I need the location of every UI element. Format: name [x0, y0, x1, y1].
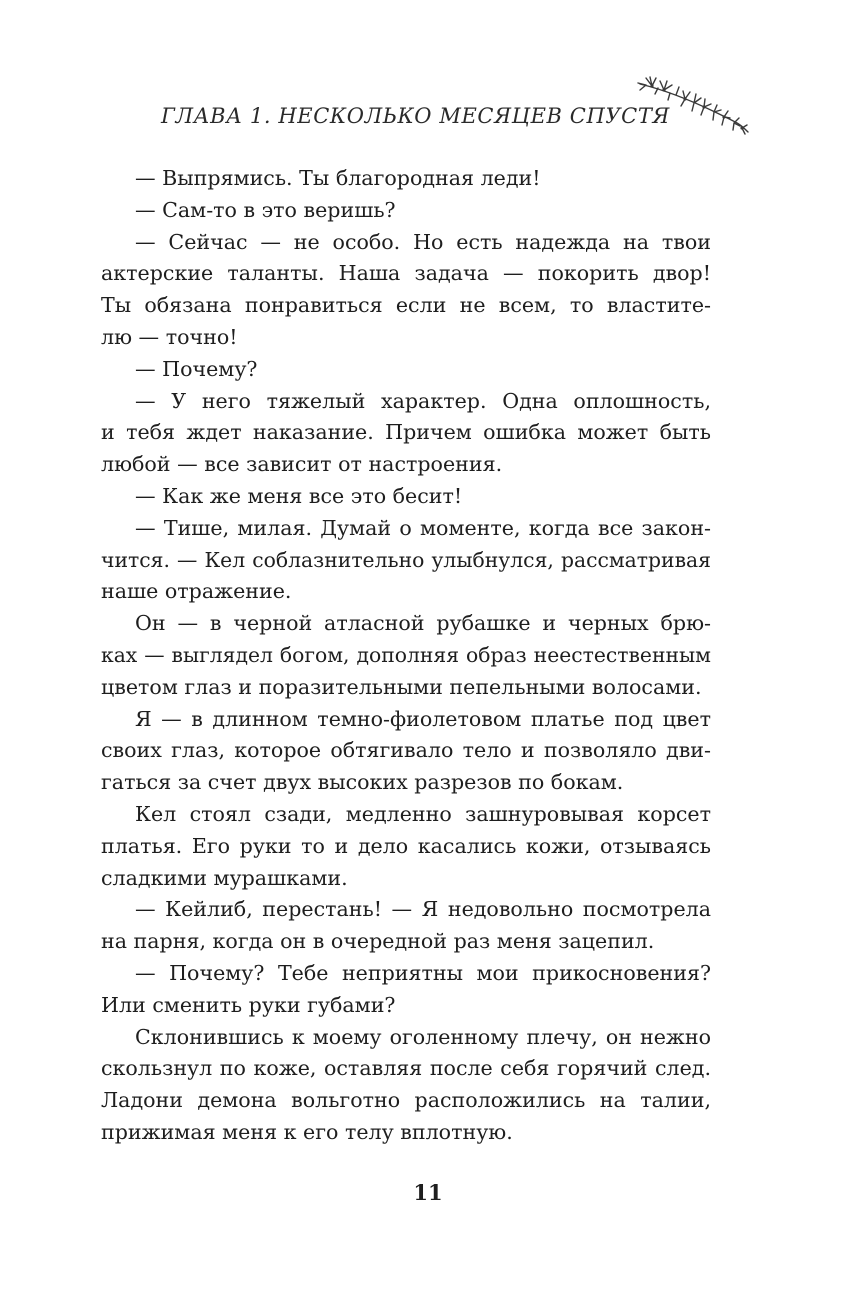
body-text	[101, 163, 711, 1149]
text-line: — Почему? Тебе неприятны мои прикосновения?	[135, 960, 711, 985]
text-line: Кел стоял сзади, медленно зашнуровывая корсет	[135, 801, 711, 826]
text-line: платья. Его руки то и дело касались кожи, отзываясь	[101, 833, 711, 858]
text-line: Склонившись к моему оголенному плечу, он нежно	[135, 1024, 711, 1049]
text-line: скользнул по коже, оставляя после себя горячий след.	[101, 1056, 711, 1081]
text-line: своих глаз, которое обтягивало тело и позволяло дви-	[101, 738, 711, 763]
text-line: Ладони демона вольготно расположились на талии,	[101, 1088, 711, 1113]
text-line: Он — в черной атласной рубашке и черных брю-	[135, 611, 711, 636]
text-line: и тебя ждет наказание. Причем ошибка может быть	[101, 420, 711, 445]
text-line: — Сам-то в это веришь?	[135, 197, 396, 222]
text-line: — У него тяжелый характер. Одна оплошность,	[135, 388, 711, 413]
text-line: чится. — Кел соблазнительно улыбнулся, рассматривая	[101, 547, 711, 572]
text-line: — Сейчас — не особо. Но есть надежда на твои	[135, 229, 711, 254]
text-line: — Как же меня все это бесит!	[135, 483, 463, 508]
text-line: — Выпрямись. Ты благородная леди!	[135, 166, 541, 190]
text-line: цветом глаз и поразительными пепельными волосами.	[101, 674, 702, 699]
text-line: любой — все зависит от настроения.	[101, 452, 503, 477]
text-line: актерские таланты. Наша задача — покорить двор!	[101, 261, 711, 286]
text-line: Или сменить руки губами?	[101, 992, 396, 1017]
text-line: прижимая меня к его телу вплотную.	[101, 1119, 513, 1144]
text-line: Ты обязана понравиться если не всем, то властите-	[101, 293, 711, 318]
text-line: ках — выглядел богом, дополняя образ неестественным	[101, 642, 711, 667]
text-line: — Почему?	[135, 356, 258, 381]
text-line: — Кейлиб, перестань! — Я недовольно посмотрела	[135, 897, 711, 922]
text-line: на парня, когда он в очередной раз меня зацепил.	[101, 929, 655, 954]
text-line: сладкими мурашками.	[101, 865, 348, 890]
text-line: — Тише, милая. Думай о моменте, когда все закон-	[135, 515, 711, 540]
text-line: Я — в длинном темно-фиолетовом платье под цвет	[135, 706, 711, 731]
text-line: гаться за счет двух высоких разрезов по бокам.	[101, 770, 624, 795]
running-header: ГЛАВА 1. НЕСКОЛЬКО МЕСЯЦЕВ СПУСТЯ	[160, 104, 670, 128]
text-line: лю — точно!	[101, 324, 238, 349]
branch-ornament-icon	[630, 72, 755, 142]
page-number: 11	[413, 1180, 443, 1205]
text-line: наше отражение.	[101, 579, 292, 604]
